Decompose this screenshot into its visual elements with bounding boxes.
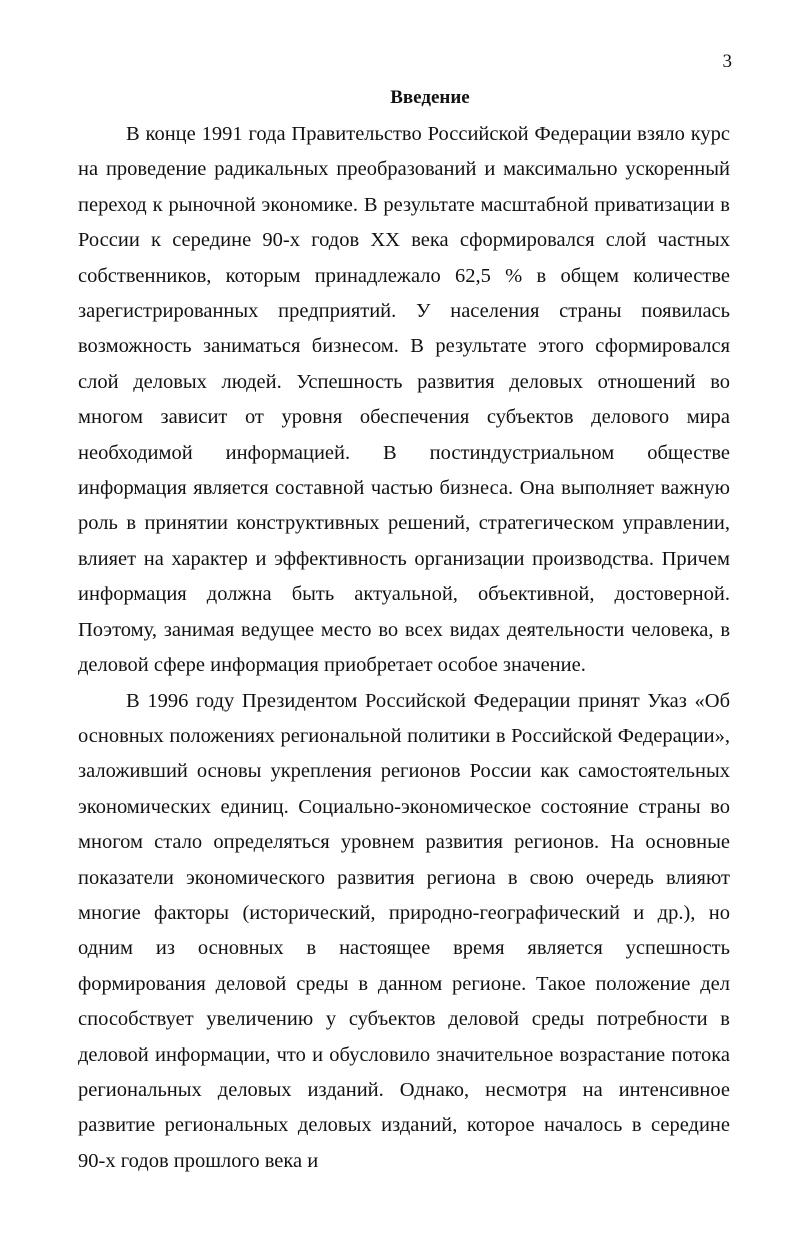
page-number: 3 (722, 51, 732, 72)
section-heading: Введение (390, 87, 470, 108)
paragraph-1: В конце 1991 года Правительство Российской Федерации взяло курс на проведение радикальных преобразований и максимально ускоренный переход к рыночной экономике. В результате масштабной приватизации в России к середине 90-х годов XX века сформировался слой частных собственников, которым принадлежало 62,5 % в общем количестве зарегистрированных предприятий. У населения страны появилась возможность заниматься бизнесом. В результате этого сформировался слой деловых людей. Успешность развития деловых отношений во многом зависит от уровня обеспечения субъектов делового мира необходимой информацией. В постиндустриальном обществе информация является составной частью бизнеса. Она выполняет важную роль в принятии конструктивных решений, стратегическом управлении, влияет на характер и эффективность организации производства. Причем информация должна быть актуальной, объективной, достоверной. Поэтому, занимая ведущее место во всех видах деятельности человека, в деловой сфере информация приобретает особое значение. (78, 123, 730, 677)
body-text (78, 117, 730, 1179)
paragraph-2: В 1996 году Президентом Российской Федерации принят Указ «Об основных положениях региональной политики в Российской Федерации», заложивший основы укрепления регионов России как самостоятельных экономических единиц. Социально-экономическое состояние страны во многом стало определяться уровнем развития регионов. На основные показатели экономического развития региона в свою очередь влияют многие факторы (исторический, природно-географический и др.), но одним из основных в настоящее время является успешность формирования деловой среды в данном регионе. Такое положение дел способствует увеличению у субъектов деловой среды потребности в деловой информации, что и обусловило значительное возрастание потока региональных деловых изданий. Однако, несмотря на интенсивное развитие региональных деловых изданий, которое началось в середине 90-х годов прошлого века и (78, 689, 730, 1172)
